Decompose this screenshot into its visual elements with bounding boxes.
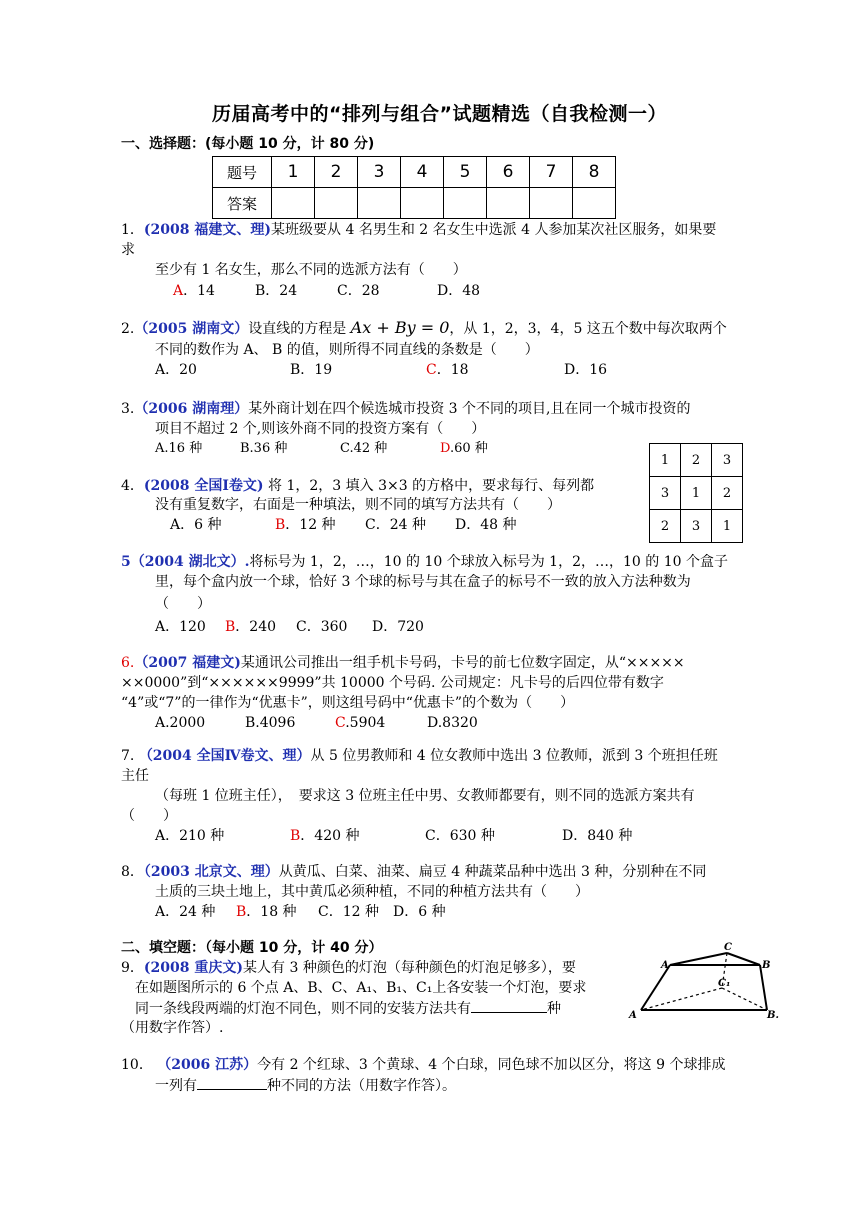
answer-table-answer-label: 答案 — [213, 188, 272, 219]
answer-blank[interactable] — [197, 1075, 267, 1090]
answer-table-header-row — [213, 157, 616, 188]
question-2-option-d[interactable]: D．16 — [564, 362, 608, 378]
question-source: （2006 江苏） — [157, 1057, 258, 1073]
line-equation-formula: Ax + By = 0 — [350, 318, 450, 337]
question-number: 6. — [121, 655, 135, 671]
question-4-option-c[interactable]: C．24 种 — [365, 517, 426, 533]
question-number: 1． — [121, 222, 144, 238]
question-3-line-2: 项目不超过 2 个,则该外商不同的投资方案有（ ） — [155, 421, 486, 437]
grid-cell: 1 — [712, 510, 743, 543]
question-source: （2003 北京文、理） — [143, 864, 279, 880]
question-2-option-a[interactable]: A．20 — [155, 362, 197, 378]
edge-a-a1 — [641, 965, 670, 1010]
question-source: (2008 全国Ⅰ卷文) — [143, 478, 264, 494]
grid-cell: 2 — [650, 510, 681, 543]
answer-cell[interactable] — [444, 188, 487, 219]
label-a1: A — [629, 1010, 637, 1021]
question-4-option-b[interactable]: B．12 种 — [275, 517, 336, 533]
question-4-line-1 — [121, 476, 594, 496]
question-2-line-1 — [121, 318, 727, 339]
question-10-line-2 — [155, 1075, 456, 1096]
answer-table — [212, 156, 616, 219]
answer-cell[interactable] — [358, 188, 401, 219]
question-2-line-2: 不同的数作为 A、 B 的值，则所得不同直线的条数是（ ） — [155, 342, 539, 358]
question-6-option-b[interactable]: B.4096 — [245, 715, 296, 731]
question-4-option-a[interactable]: A．6 种 — [170, 517, 222, 533]
question-9-line-4: （用数字作答）. — [121, 1020, 224, 1036]
question-number: 8． — [121, 864, 144, 880]
label-b: B — [762, 960, 771, 971]
label-b1: B. — [767, 1010, 779, 1021]
page-title: 历届高考中的“排列与组合”试题精选（自我检测一） — [212, 103, 667, 125]
question-4-option-d[interactable]: D．48 种 — [455, 517, 517, 533]
edge-c1-b1 — [722, 988, 767, 1010]
question-6-option-c[interactable]: C.5904 — [335, 715, 386, 731]
question-3-option-b[interactable]: B.36 种 — [240, 441, 288, 456]
answer-cell[interactable] — [315, 188, 358, 219]
question-1-line-1b: 求 — [121, 242, 135, 258]
question-text: 某外商计划在四个候选城市投资 3 个不同的项目,且在同一个城市投资的 — [248, 401, 691, 417]
question-5-line-2: 里，每个盒内放一个球，恰好 3 个球的标号与其在盒子的标号不一致的放入方法种数为 — [155, 574, 691, 590]
question-number: 7. — [121, 748, 135, 764]
question-5-option-a[interactable]: A．120 — [155, 619, 206, 635]
question-9-line-1 — [121, 958, 576, 978]
question-5-option-b[interactable]: B．240 — [225, 619, 277, 635]
label-c1: C₁ — [718, 978, 731, 989]
answer-table-number: 8 — [573, 157, 616, 188]
answer-table-number: 7 — [530, 157, 573, 188]
question-number: 4． — [121, 478, 144, 494]
question-5-option-c[interactable]: C．360 — [296, 619, 348, 635]
question-text: 某人有 3 种颜色的灯泡（每种颜色的灯泡足够多），要 — [243, 960, 576, 976]
question-1-line-2: 至少有 1 名女生，那么不同的选派方法有（ ） — [155, 262, 467, 278]
question-text: 将标号为 1，2，…，10 的 10 个球放入标号为 1，2，…，10 的 10 个盒子 — [249, 554, 728, 570]
question-text: 将 1，2，3 填入 3×3 的方格中，要求每行、每列都 — [268, 478, 595, 494]
section-heading-fill-in: 二、填空题：（每小题 10 分，计 40 分） — [121, 940, 383, 956]
edge-c-b — [727, 953, 760, 965]
question-6-line-1 — [121, 653, 685, 673]
question-number: 2. — [121, 321, 135, 337]
question-text: 设直线的方程是 — [248, 321, 347, 337]
question-source: （2006 湖南理） — [134, 401, 249, 417]
answer-cell[interactable] — [487, 188, 530, 219]
grid-cell: 2 — [681, 444, 712, 477]
question-text: 某通讯公司推出一组手机卡号码，卡号的前七位数字固定，从“××××× — [240, 655, 685, 671]
label-c: C — [724, 942, 732, 953]
edge-a-c — [670, 953, 727, 965]
grid-cell: 2 — [712, 477, 743, 510]
answer-cell[interactable] — [401, 188, 444, 219]
question-1-option-a[interactable]: A．14 — [173, 283, 215, 299]
question-number: 3. — [121, 401, 135, 417]
question-5-line-1 — [121, 552, 728, 572]
question-text: ，从 1，2，3，4，5 这五个数中每次取两个 — [449, 321, 727, 337]
answer-table-number: 4 — [401, 157, 444, 188]
question-1-line-1 — [121, 220, 716, 240]
question-7-option-a[interactable]: A．210 种 — [155, 828, 225, 844]
answer-table-number: 5 — [444, 157, 487, 188]
question-number: 9． — [121, 960, 144, 976]
question-3-option-d[interactable]: D.60 种 — [440, 441, 488, 456]
question-1-option-b[interactable]: B．24 — [255, 283, 298, 299]
question-source: (2008 重庆文) — [143, 960, 244, 976]
label-a: A — [661, 960, 669, 971]
question-7-option-d[interactable]: D．840 种 — [562, 828, 633, 844]
question-4-line-2: 没有重复数字，右面是一种填法，则不同的填写方法共有（ ） — [155, 497, 561, 513]
question-8-line-1 — [121, 862, 706, 882]
question-text: 种 — [547, 1001, 561, 1017]
question-text: 种不同的方法（用数字作答）。 — [267, 1078, 456, 1094]
question-6-line-3: “4”或“7”的一律作为“优惠卡”，则这组号码中“优惠卡”的个数为（ ） — [121, 695, 575, 711]
question-8-option-c[interactable]: C．12 种 — [318, 904, 379, 920]
answer-table-header-label: 题号 — [213, 157, 272, 188]
answer-table-number: 1 — [272, 157, 315, 188]
section-heading-multiple-choice: 一、选择题：(每小题 10 分，计 80 分) — [121, 136, 375, 152]
question-7-line-3: （ ） — [121, 808, 177, 824]
question-8-option-d[interactable]: D．6 种 — [393, 904, 446, 920]
question-6-option-d[interactable]: D.8320 — [427, 715, 478, 731]
answer-blank[interactable] — [471, 998, 547, 1013]
question-9-line-2: 在如题图所示的 6 个点 A、B、C、A₁、B₁、C₁上各安装一个灯泡，要求 — [135, 980, 587, 996]
question-text: 某班级要从 4 名男生和 2 名女生中选派 4 人参加某次社区服务，如果要 — [271, 222, 717, 238]
grid-cell: 3 — [681, 510, 712, 543]
grid-cell: 1 — [681, 477, 712, 510]
question-number: 10． — [121, 1057, 153, 1073]
question-7-line-1b: 主任 — [121, 768, 149, 784]
answer-table-number: 6 — [487, 157, 530, 188]
question-5-option-d[interactable]: D．720 — [372, 619, 424, 635]
question-text: 一列有 — [155, 1078, 197, 1094]
question-8-option-a[interactable]: A．24 种 — [155, 904, 216, 920]
answer-cell[interactable] — [530, 188, 573, 219]
question-text: 今有 2 个红球、3 个黄球、4 个白球，同色球不加以区分，将这 9 个球排成 — [257, 1057, 726, 1073]
question-5-line-3: （ ） — [155, 596, 211, 612]
latin-square-grid — [649, 443, 743, 543]
question-9-line-3 — [135, 998, 561, 1019]
answer-cell[interactable] — [573, 188, 616, 219]
answer-table-number: 2 — [315, 157, 358, 188]
grid-cell: 3 — [650, 477, 681, 510]
question-text: 同一条线段两端的灯泡不同色，则不同的安装方法共有 — [135, 1001, 471, 1017]
question-3-option-a[interactable]: A.16 种 — [155, 441, 203, 456]
question-8-line-2: 土质的三块土地上，其中黄瓜必须种植，不同的种植方法共有（ ） — [155, 884, 589, 900]
answer-table-answer-row — [213, 188, 616, 219]
question-6-option-a[interactable]: A.2000 — [155, 715, 206, 731]
question-text: 从 5 位男教师和 4 位女教师中选出 3 位教师，派到 3 个班担任班 — [310, 748, 718, 764]
answer-table-number: 3 — [358, 157, 401, 188]
question-1-option-d[interactable]: D．48 — [437, 283, 481, 299]
question-10-line-1 — [121, 1055, 725, 1075]
question-source: （2004 全国Ⅳ卷文、理） — [138, 748, 311, 764]
edge-b-b1 — [760, 965, 767, 1010]
question-7-option-c[interactable]: C．630 种 — [425, 828, 495, 844]
question-7-option-b[interactable]: B．420 种 — [290, 828, 360, 844]
question-3-option-c[interactable]: C.42 种 — [340, 441, 388, 456]
question-7-line-1 — [121, 746, 718, 766]
question-source: 5（2004 湖北文）. — [121, 554, 250, 570]
question-1-option-c[interactable]: C．28 — [337, 283, 380, 299]
question-2-option-b[interactable]: B．19 — [290, 362, 333, 378]
question-7-line-2: （每班 1 位班主任）， 要求这 3 位班主任中男、女教师都要有，则不同的选派方案共有 — [155, 788, 695, 804]
answer-cell[interactable] — [272, 188, 315, 219]
question-source: （2005 湖南文） — [134, 321, 249, 337]
question-2-option-c[interactable]: C．18 — [426, 362, 469, 378]
question-8-option-b[interactable]: B．18 种 — [236, 904, 297, 920]
prism-figure — [625, 940, 790, 1025]
grid-cell: 1 — [650, 444, 681, 477]
question-source: (2008 福建文、理) — [143, 222, 272, 238]
question-source: （2007 福建文) — [134, 655, 241, 671]
question-6-line-2: ××0000”到“××××××9999”共 10000 个号码. 公司规定：凡卡号的后四位带有数字 — [121, 675, 664, 691]
question-text: 从黄瓜、白菜、油菜、扁豆 4 种蔬菜品种中选出 3 种，分别种在不同 — [278, 864, 707, 880]
grid-cell: 3 — [712, 444, 743, 477]
question-3-line-1 — [121, 399, 690, 419]
